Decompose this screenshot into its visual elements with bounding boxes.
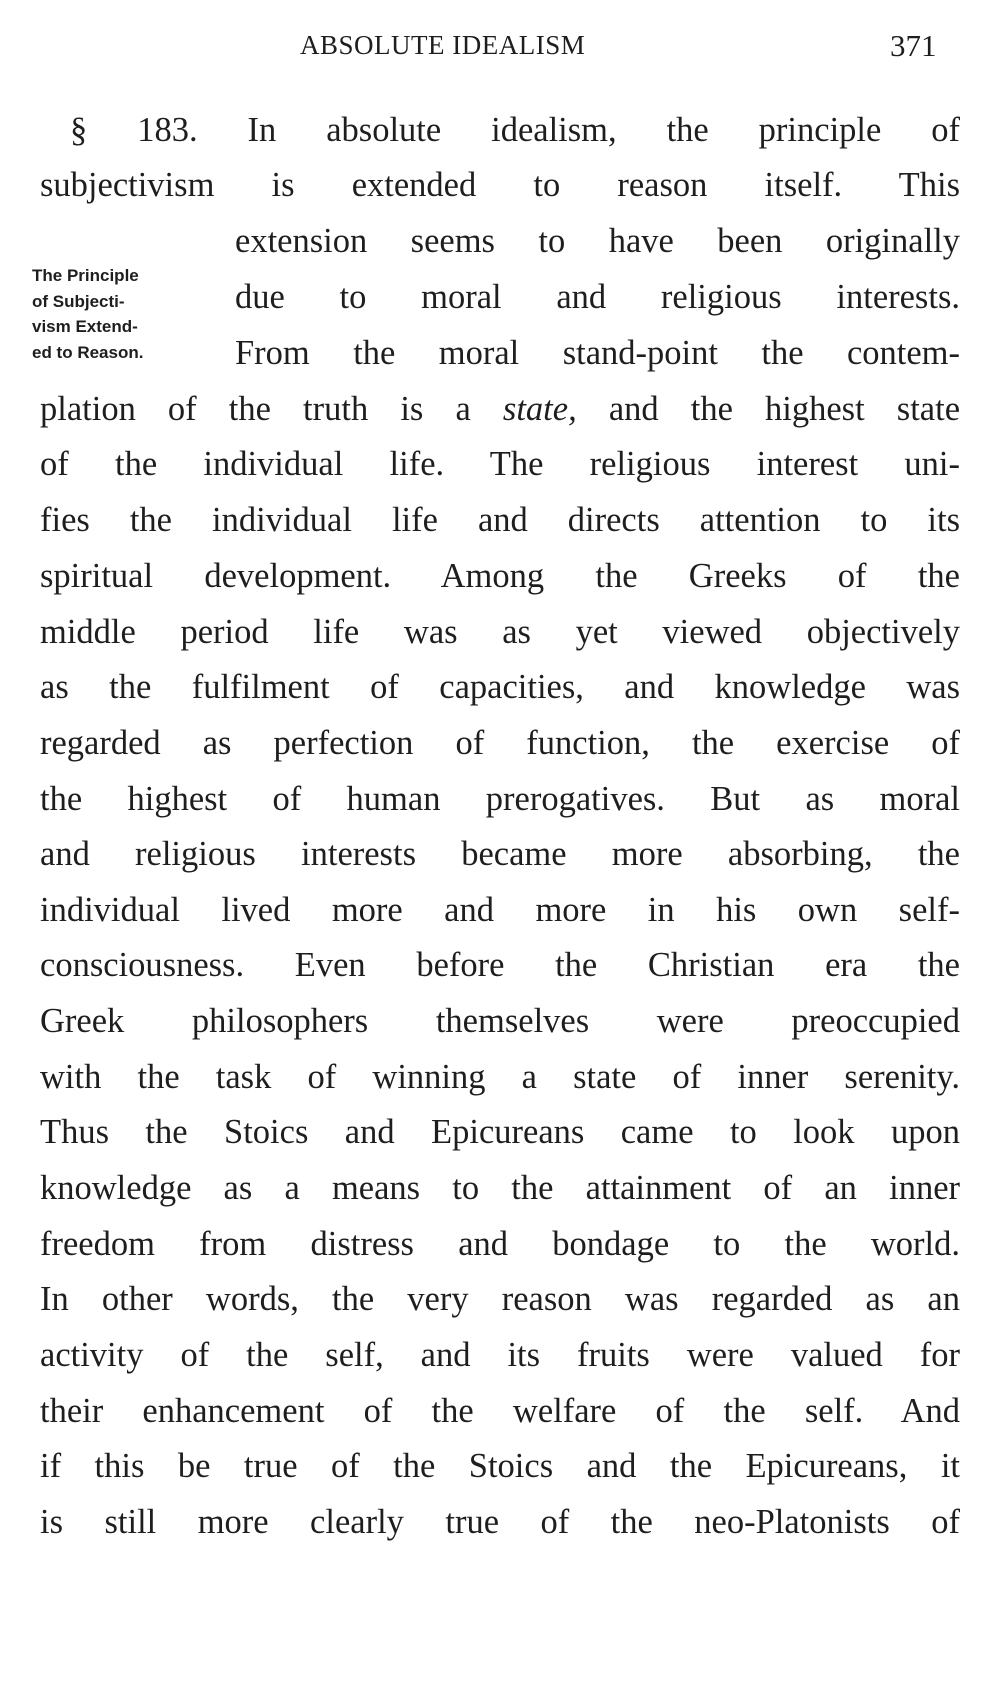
paragraph-line: activity of the self, and its fruits were valued for <box>40 1336 960 1374</box>
paragraph-line: freedom from distress and bondage to the world. <box>40 1225 960 1263</box>
paragraph-line: and religious interests became more absorbing, the <box>40 835 960 873</box>
line-segment: and the highest state <box>608 390 961 428</box>
paragraph-line: middle period life was as yet viewed objectively <box>40 613 960 651</box>
paragraph-line: subjectivism is extended to reason itself. This <box>40 166 960 204</box>
page-number: 371 <box>890 28 937 63</box>
paragraph-line: Thus the Stoics and Epicureans came to look upon <box>40 1113 960 1151</box>
paragraph-line: § 183. In absolute idealism, the principle of <box>70 111 960 149</box>
paragraph-line: Greek philosophers themselves were preoccupied <box>40 1002 960 1040</box>
paragraph-line: the highest of human prerogatives. But as moral <box>40 780 960 818</box>
paragraph-line: due to moral and religious interests. <box>235 278 960 316</box>
paragraph-line: as the fulfilment of capacities, and knowledge was <box>40 668 960 706</box>
paragraph-line: knowledge as a means to the attainment of an inner <box>40 1169 960 1207</box>
margin-note-line: vism Extend- <box>32 317 138 336</box>
paragraph-line: if this be true of the Stoics and the Epicureans, it <box>40 1447 960 1485</box>
margin-note-line: The Principle <box>32 266 139 285</box>
paragraph-line: consciousness. Even before the Christian era the <box>40 946 960 984</box>
paragraph-line <box>40 389 960 429</box>
margin-note-line: ed to Reason. <box>32 342 144 362</box>
margin-note <box>32 263 212 365</box>
paragraph-line: of the individual life. The religious interest uni- <box>40 445 960 483</box>
paragraph-line: spiritual development. Among the Greeks of the <box>40 557 960 595</box>
emphasized-word: state, <box>502 390 577 428</box>
running-title: ABSOLUTE IDEALISM <box>300 30 586 60</box>
paragraph-line: their enhancement of the welfare of the self. And <box>40 1392 960 1430</box>
line-segment: plation of the truth is a <box>40 390 471 428</box>
paragraph-line: is still more clearly true of the neo-Platonists of <box>40 1503 960 1541</box>
paragraph-line: From the moral stand-point the contem- <box>235 334 960 372</box>
paragraph-line: In other words, the very reason was regarded as an <box>40 1280 960 1318</box>
paragraph-line: fies the individual life and directs attention to its <box>40 501 960 539</box>
paragraph-line: regarded as perfection of function, the exercise of <box>40 724 960 762</box>
paragraph-line: with the task of winning a state of inner serenity. <box>40 1058 960 1096</box>
paragraph-line: individual lived more and more in his own self- <box>40 891 960 929</box>
margin-note-line: of Subjecti- <box>32 291 125 311</box>
paragraph-line: extension seems to have been originally <box>235 222 960 260</box>
